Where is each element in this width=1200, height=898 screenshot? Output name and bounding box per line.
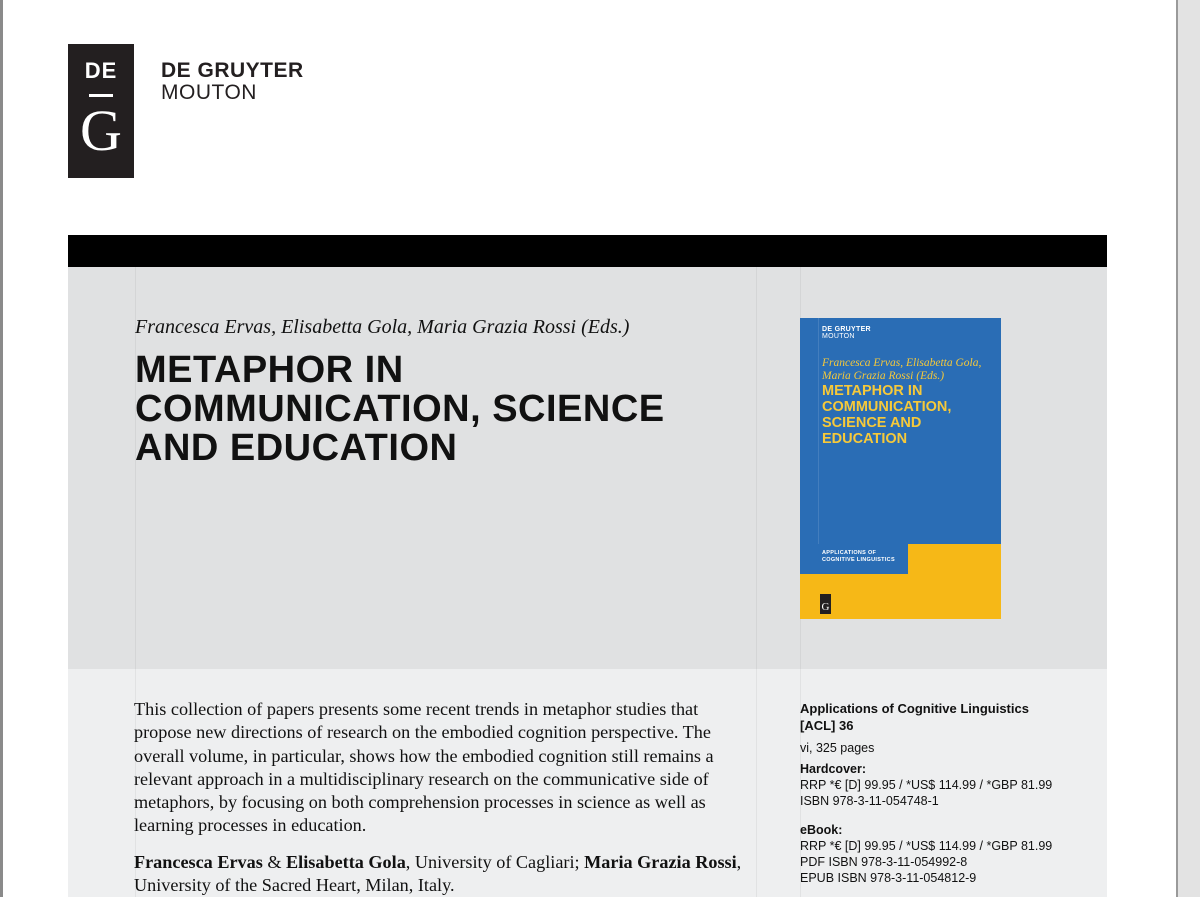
cover-title-line: METAPHOR IN (822, 383, 923, 399)
cover-title-line: COMMUNICATION, (822, 399, 952, 415)
logo-divider (89, 94, 113, 97)
affiliation-separator: & (262, 852, 287, 872)
hardcover-isbn: ISBN 978-3-11-054748-1 (800, 794, 939, 808)
affiliation-institution: , University of Cagliari; (405, 852, 585, 872)
cover-series (822, 550, 912, 564)
book-cover-image (800, 318, 1001, 619)
header-band (68, 235, 1107, 267)
series-name (800, 700, 1100, 734)
book-details (800, 700, 1100, 886)
affiliation-name: Elisabetta Gola (286, 852, 406, 872)
page-left-border (0, 0, 3, 897)
ebook-pdf-isbn: PDF ISBN 978-3-11-054992-8 (800, 855, 968, 869)
cover-publisher-logo (820, 594, 831, 614)
book-description: This collection of papers presents some recent trends in metaphor studies that propose new directions of research on the embodied cognition perspective. The overall volume, in particular, shows how the embodied cognition still remains a relevant approach in a multidisciplinary research on the communicative side of metaphors, by focusing on both comprehension processes in science as well as learning processes in education. (134, 699, 714, 836)
book-title-line: AND EDUCATION (135, 427, 458, 469)
affiliation-name: Francesca Ervas (134, 852, 263, 872)
cover-series-line: COGNITIVE LINGUISTICS (822, 557, 895, 563)
book-title-line: COMMUNICATION, SCIENCE (135, 388, 665, 430)
book-editors: Francesca Ervas, Elisabetta Gola, Maria Grazia Rossi (Eds.) (135, 316, 630, 338)
series-name-line: [ACL] 36 (800, 718, 854, 733)
cover-title (822, 383, 997, 447)
cover-editors (822, 357, 997, 383)
book-title-line: METAPHOR IN (135, 349, 404, 391)
page-count: vi, 325 pages (800, 741, 875, 755)
book-title (135, 351, 755, 468)
cover-title-line: EDUCATION (822, 431, 908, 447)
cover-editors-line: Maria Grazia Rossi (Eds.) (822, 370, 945, 382)
logo-g-letter: G (80, 98, 122, 163)
cover-imprint: MOUTON (822, 333, 855, 340)
ebook-epub-isbn: EPUB ISBN 978-3-11-054812-9 (800, 871, 977, 885)
hardcover-price: RRP *€ [D] 99.95 / *US$ 114.99 / *GBP 81.99 (800, 778, 1053, 792)
cover-logo-letter: G (821, 601, 830, 613)
cover-brand: DE GRUYTER (822, 326, 871, 333)
cover-title-line: SCIENCE AND (822, 415, 922, 431)
publisher-imprint: MOUTON (161, 81, 257, 104)
spacer (800, 809, 1100, 817)
logo-de-text: DE (84, 58, 118, 83)
ebook-label: eBook: (800, 823, 843, 837)
series-name-line: Applications of Cognitive Linguistics (800, 701, 1029, 716)
ebook-price: RRP *€ [D] 99.95 / *US$ 114.99 / *GBP 81.99 (800, 839, 1053, 853)
affiliation-institution: , University of the Sacred Heart, Milan, Italy. (134, 852, 742, 896)
viewer-scrollbar[interactable] (1176, 0, 1200, 897)
cover-editors-line: Francesca Ervas, Elisabetta Gola, (822, 357, 982, 369)
publisher-name: DE GRUYTER (161, 59, 304, 82)
editor-affiliations (134, 851, 759, 898)
hardcover-label: Hardcover: (800, 762, 866, 776)
affiliation-name: Maria Grazia Rossi (584, 852, 737, 872)
cover-series-line: APPLICATIONS OF (822, 550, 877, 556)
publisher-logo (68, 44, 134, 178)
